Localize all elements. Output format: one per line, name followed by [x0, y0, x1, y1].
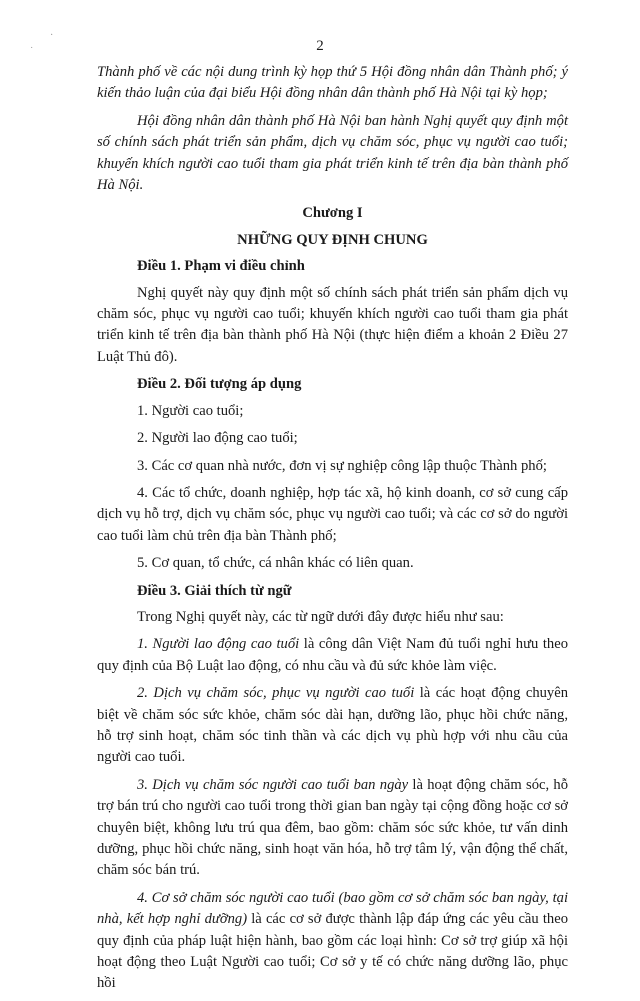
- list-item: 4. Các tổ chức, doanh nghiệp, hợp tác xã, hộ kinh doanh, cơ sở cung cấp dịch vụ hỗ trợ, dịch vụ chăm sóc, phục vụ người cao tuổi; và các cơ sở do người cao tuổi làm chủ trên địa bàn Thành phố;: [97, 484, 568, 544]
- list-item: 1. Người cao tuổi;: [137, 402, 244, 419]
- chapter-number: Chương I: [302, 205, 363, 222]
- defined-term: 3. Dịch vụ chăm sóc người cao tuổi ban ngày: [137, 776, 409, 793]
- term-definition: là hoạt động chăm sóc, hỗ trợ bán trú cho người cao tuổi trong thời gian ban ngày tại cộng đồng hoặc cơ sở chuyên biệt, không lưu trú qua đêm, bao gồm: chăm sóc sức khỏe, tư vấn dinh dưỡng, phục hồi chức năng, sinh hoạt văn hóa, hỗ trợ tâm lý, vận động thể chất, chăm sóc bán trú.: [97, 776, 568, 879]
- document-body: [97, 62, 568, 1001]
- term-definition: là công dân Việt Nam đủ tuổi nghỉ hưu theo quy định của Bộ Luật lao động, có nhu cầu và đủ sức khỏe làm việc.: [97, 636, 568, 674]
- article-paragraph: Nghị quyết này quy định một số chính sách phát triển sản phẩm dịch vụ chăm sóc, phục vụ người cao tuổi; khuyến khích người cao tuổi tham gia phát triển kinh tế trên địa bàn thành phố Hà Nội (thực hiện điểm a khoản 2 Điều 27 Luật Thủ đô).: [97, 284, 568, 365]
- article-heading: Điều 1. Phạm vi điều chỉnh: [137, 258, 305, 275]
- page-number: 2: [316, 38, 324, 54]
- list-item: 2. Người lao động cao tuổi;: [137, 430, 298, 447]
- intro-paragraph: Hội đồng nhân dân thành phố Hà Nội ban hành Nghị quyết quy định một số chính sách phát triển sản phẩm, dịch vụ chăm sóc, phục vụ người cao tuổi; khuyến khích người cao tuổi tham gia phát triển kinh tế trên địa bàn thành phố Hà Nội.: [97, 112, 568, 194]
- defined-term: 1. Người lao động cao tuổi: [137, 636, 300, 653]
- term-definition: là các cơ sở được thành lập đáp ứng các yêu cầu theo quy định của pháp luật hiện hành, bao gồm các loại hình: Cơ sở trợ giúp xã hội hoạt động theo Luật Người cao tuổi; Cơ sở y tế có chức năng dưỡng lão, phục hồi: [97, 911, 569, 992]
- definition-paragraph: [97, 775, 568, 882]
- intro-paragraph: Thành phố về các nội dung trình kỳ họp thứ 5 Hội đồng nhân dân Thành phố; ý kiến thảo luận của đại biểu Hội đồng nhân dân thành phố Hà Nội tại kỳ họp;: [97, 64, 568, 102]
- definition-paragraph: [97, 634, 568, 677]
- article-heading: Điều 2. Đối tượng áp dụng: [137, 376, 302, 393]
- definition-paragraph: [97, 683, 568, 769]
- article-paragraph: Trong Nghị quyết này, các từ ngữ dưới đây được hiểu như sau:: [137, 608, 504, 625]
- chapter-title: NHỮNG QUY ĐỊNH CHUNG: [237, 231, 428, 248]
- defined-term: 4. Cơ sở chăm sóc người cao tuổi (bao gồm cơ sở chăm sóc ban ngày, tại nhà, kết hợp nghỉ dưỡng): [97, 889, 568, 928]
- defined-term: 2. Dịch vụ chăm sóc, phục vụ người cao tuổi: [137, 685, 415, 702]
- scan-speck: ˙: [30, 46, 34, 57]
- term-definition: là các hoạt động chuyên biệt về chăm sóc sức khỏe, chăm sóc dài hạn, dưỡng lão, phục hồi chức năng, hỗ trợ sinh hoạt, chăm sóc tinh thần và các dịch vụ phù hợp với nhu cầu của người cao tuổi.: [97, 685, 568, 766]
- scan-speck: ·: [50, 30, 54, 41]
- article-heading: Điều 3. Giải thích từ ngữ: [137, 582, 292, 599]
- list-item: 5. Cơ quan, tổ chức, cá nhân khác có liên quan.: [137, 555, 414, 572]
- list-item: 3. Các cơ quan nhà nước, đơn vị sự nghiệp công lập thuộc Thành phố;: [137, 457, 547, 474]
